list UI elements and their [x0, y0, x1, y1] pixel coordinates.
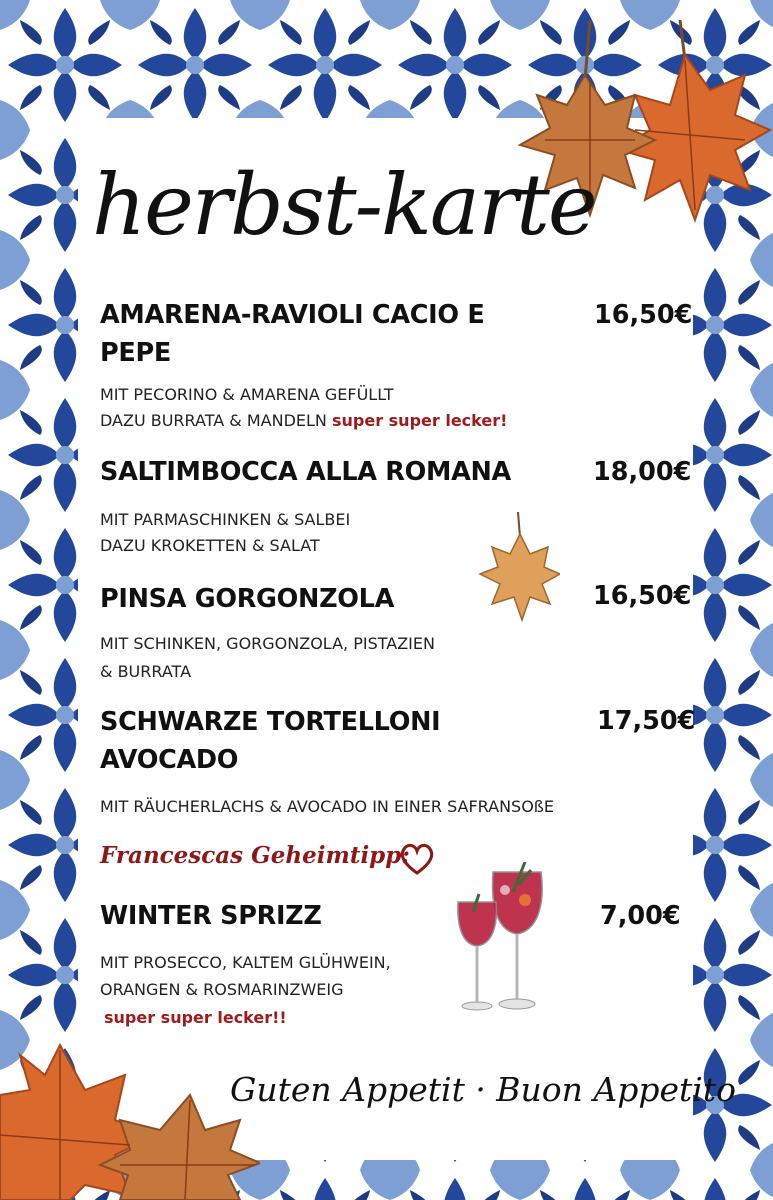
- dish-description: DAZU KROKETTEN & SALAT: [100, 536, 320, 555]
- dish-name: SALTIMBOCCA ALLA ROMANA: [100, 457, 511, 487]
- dish-name: WINTER SPRIZZ: [100, 901, 322, 931]
- tip-label: [100, 838, 410, 874]
- dish-price: 18,00€: [593, 457, 692, 487]
- dish-price: 7,00€: [600, 901, 681, 931]
- wine-glass-icon: [455, 862, 555, 1017]
- footer-greeting: Guten Appetit · Buon Appetito: [230, 1070, 736, 1109]
- tip-label-text: Francescas Geheimtipp:: [100, 842, 410, 869]
- dish-name: AMARENA-RAVIOLI CACIO E PEPE: [100, 300, 485, 368]
- highlight-note: super super lecker!!: [104, 1008, 287, 1027]
- dish-description: MIT SCHINKEN, GORGONZOLA, PISTAZIEN: [100, 634, 435, 653]
- maple-leaf-icon: [478, 512, 560, 622]
- dish-description: MIT PECORINO & AMARENA GEFÜLLT: [100, 385, 394, 404]
- dish-description: MIT PROSECCO, KALTEM GLÜHWEIN,: [100, 953, 391, 972]
- dish-description: MIT RÄUCHERLACHS & AVOCADO IN EINER SAFRANSOßE: [100, 797, 554, 816]
- dish-price: 16,50€: [593, 581, 692, 611]
- dish-name: PINSA GORGONZOLA: [100, 584, 395, 614]
- dish-description-text: DAZU BURRATA & MANDELN: [100, 411, 327, 430]
- dish-description: [100, 408, 507, 433]
- dish-price: 16,50€: [594, 300, 693, 330]
- menu-title: herbst-karte: [92, 156, 596, 254]
- dish-description: MIT PARMASCHINKEN & SALBEI: [100, 510, 351, 529]
- heart-icon: [398, 840, 436, 878]
- dish-description: & BURRATA: [100, 662, 192, 681]
- dish-price: 17,50€: [597, 706, 696, 736]
- dish-name: SCHWARZE TORTELLONI AVOCADO: [100, 707, 441, 775]
- maple-leaf-icon: [0, 1035, 260, 1200]
- dish-description: ORANGEN & ROSMARINZWEIG: [100, 980, 344, 999]
- highlight-note: super super lecker!: [331, 411, 508, 430]
